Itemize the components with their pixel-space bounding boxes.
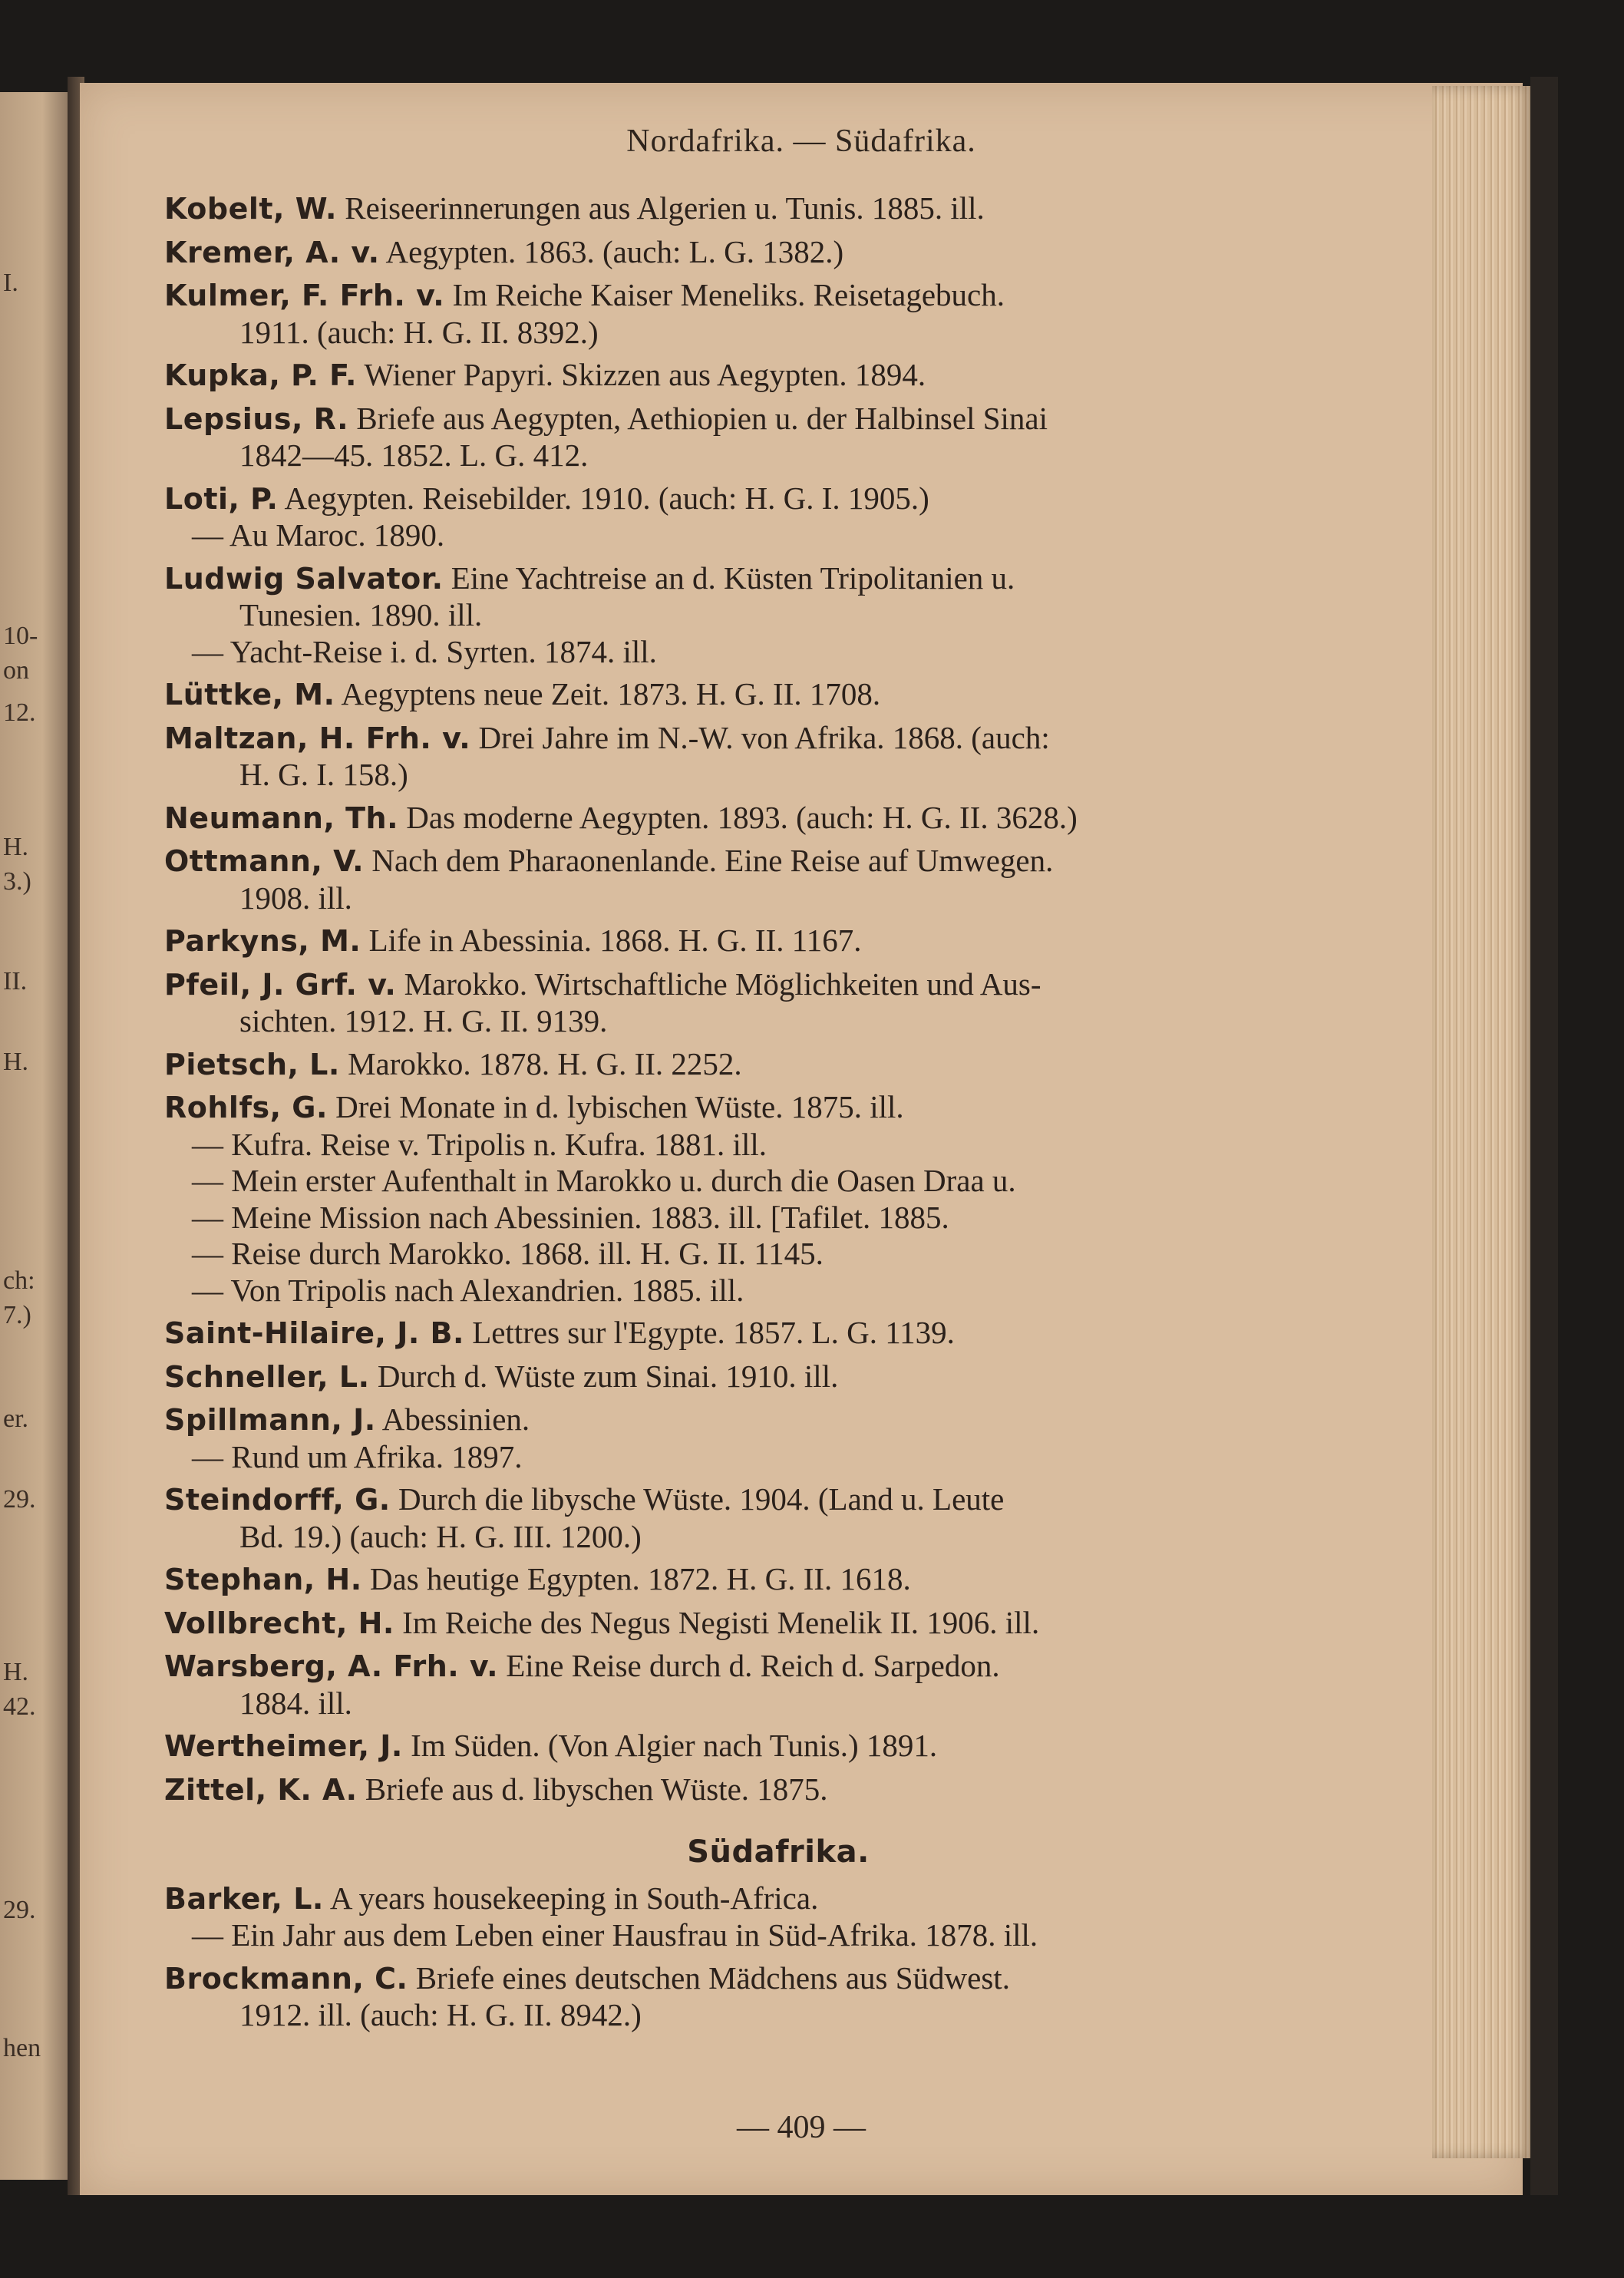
entry-first-line (164, 800, 1392, 837)
book-page (80, 83, 1523, 2195)
left-fragment: H. (3, 1658, 29, 1686)
bibliography-entry (164, 1648, 1392, 1722)
left-fragment: 3.) (3, 867, 31, 896)
left-fragment: H. (3, 833, 29, 861)
bibliography-entry (164, 923, 1392, 960)
entry-title: Briefe aus Aegypten, Aethiopien u. der Halbinsel Sinai (356, 400, 1048, 436)
left-fragment: 29. (3, 1896, 36, 1924)
author-name: Parkyns, M. (164, 924, 361, 958)
left-fragment: 29. (3, 1485, 36, 1514)
author-name: Ottmann, V. (164, 844, 365, 878)
entry-title: Marokko. Wirtschaftliche Möglichkeiten und Aus- (404, 966, 1041, 1002)
entry-first-line (164, 1960, 1392, 1998)
bibliography-list (164, 190, 1392, 2040)
bibliography-entry (164, 1771, 1392, 1809)
entry-first-line (164, 1605, 1392, 1642)
bibliography-entry (164, 1880, 1392, 1954)
entry-first-line (164, 1089, 1392, 1127)
entry-first-line (164, 1046, 1392, 1084)
bibliography-entry (164, 1481, 1392, 1555)
sub-entry: — Meine Mission nach Abessinien. 1883. ill. [Tafilet. 1885. (192, 1199, 949, 1235)
section-title: Südafrika. (687, 1834, 870, 1870)
author-name: Saint-Hilaire, J. B. (164, 1316, 464, 1350)
entry-title: Durch die libysche Wüste. 1904. (Land u. Leute (398, 1481, 1005, 1517)
author-name: Rohlfs, G. (164, 1091, 328, 1124)
entry-first-line (164, 843, 1392, 880)
author-name: Brockmann, C. (164, 1961, 408, 1996)
author-name: Loti, P. (164, 481, 279, 516)
entry-title: A years housekeeping in South-Africa. (329, 1880, 819, 1916)
sub-entry: — Kufra. Reise v. Tripolis n. Kufra. 1881. ill. (192, 1126, 767, 1162)
entry-continuation: 1884. ill. (239, 1685, 352, 1721)
sub-entry: — Au Maroc. 1890. (192, 517, 445, 553)
entry-title: Nach dem Pharaonenlande. Eine Reise auf Umwegen. (371, 843, 1054, 878)
sub-entry: — Von Tripolis nach Alexandrien. 1885. ill. (192, 1272, 744, 1308)
sub-entry: — Yacht-Reise i. d. Syrten. 1874. ill. (192, 633, 657, 669)
left-fragment: on (3, 656, 29, 685)
entry-first-line (164, 966, 1392, 1004)
left-fragment: 7.) (3, 1301, 31, 1329)
bibliography-entry (164, 1605, 1392, 1642)
entry-title: Briefe aus d. libyschen Wüste. 1875. (365, 1771, 828, 1807)
entry-title: Im Reiche des Negus Negisti Menelik II. 1906. ill. (402, 1604, 1040, 1640)
author-name: Wertheimer, J. (164, 1729, 403, 1763)
author-name: Warsberg, A. Frh. v. (164, 1649, 499, 1683)
bibliography-entry (164, 1728, 1392, 1765)
entry-title: Im Süden. (Von Algier nach Tunis.) 1891. (411, 1728, 938, 1763)
bibliography-entry (164, 357, 1392, 395)
bibliography-entry (164, 843, 1392, 916)
entry-continuation: Bd. 19.) (auch: H. G. III. 1200.) (239, 1518, 642, 1554)
entry-first-line (164, 401, 1392, 438)
author-name: Vollbrecht, H. (164, 1606, 394, 1640)
bibliography-entry (164, 277, 1392, 351)
bibliography-entry (164, 480, 1392, 554)
entry-first-line (164, 190, 1392, 228)
left-page-edge (0, 92, 71, 2180)
author-name: Schneller, L. (164, 1359, 370, 1394)
entry-first-line (164, 1771, 1392, 1809)
sub-entry: — Mein erster Aufenthalt in Marokko u. durch die Oasen Draa u. (192, 1163, 1016, 1198)
running-head: Nordafrika. — Südafrika. (626, 124, 976, 159)
left-fragment: 10- (3, 622, 38, 650)
author-name: Lüttke, M. (164, 678, 335, 711)
author-name: Stephan, H. (164, 1563, 362, 1596)
author-name: Steindorff, G. (164, 1483, 391, 1517)
bibliography-entry (164, 234, 1392, 272)
entry-continuation: 1912. ill. (auch: H. G. II. 8942.) (239, 1997, 642, 2032)
bibliography-entry (164, 401, 1392, 474)
bibliography-entry (164, 1046, 1392, 1084)
page-block-edges (1432, 86, 1530, 2158)
left-fragment: I. (3, 269, 18, 297)
entry-first-line (164, 1648, 1392, 1685)
author-name: Lepsius, R. (164, 401, 349, 436)
entry-continuation: sichten. 1912. H. G. II. 9139. (239, 1003, 608, 1038)
entry-first-line (164, 720, 1392, 758)
entry-first-line (164, 1401, 1392, 1439)
left-fragment: er. (3, 1405, 29, 1433)
entry-continuation: 1842—45. 1852. L. G. 412. (239, 437, 589, 473)
entry-title: Drei Monate in d. lybischen Wüste. 1875. ill. (335, 1089, 904, 1124)
author-name: Kupka, P. F. (164, 358, 357, 392)
bibliography-entry (164, 1359, 1392, 1396)
entry-first-line (164, 676, 1392, 714)
author-name: Kobelt, W. (164, 192, 337, 226)
author-name: Maltzan, H. Frh. v. (164, 721, 471, 755)
sub-entry: — Ein Jahr aus dem Leben einer Hausfrau in Süd-Afrika. 1878. ill. (192, 1917, 1038, 1953)
bibliography-entry (164, 1315, 1392, 1352)
entry-first-line (164, 923, 1392, 960)
sub-entry: — Rund um Afrika. 1897. (192, 1438, 523, 1474)
entry-first-line (164, 1481, 1392, 1519)
entry-title: Reiseerinnerungen aus Algerien u. Tunis. 1885. ill. (345, 190, 985, 226)
entry-first-line (164, 1315, 1392, 1352)
entry-title: Aegyptens neue Zeit. 1873. H. G. II. 1708. (341, 676, 881, 711)
entry-title: Wiener Papyri. Skizzen aus Aegypten. 1894. (364, 357, 926, 392)
left-fragment: II. (3, 967, 28, 995)
entry-continuation: 1908. ill. (239, 880, 352, 916)
entry-first-line (164, 357, 1392, 395)
entry-first-line (164, 1728, 1392, 1765)
bibliography-entry (164, 1561, 1392, 1599)
left-fragment: 12. (3, 698, 36, 727)
left-fragment: ch: (3, 1266, 35, 1295)
book-cover-edge (1530, 77, 1558, 2195)
entry-first-line (164, 277, 1392, 315)
entry-continuation: Tunesien. 1890. ill. (239, 597, 483, 632)
entry-title: Aegypten. Reisebilder. 1910. (auch: H. G. I. 1905.) (284, 480, 929, 516)
author-name: Pfeil, J. Grf. v. (164, 967, 397, 1002)
bibliography-entry (164, 1089, 1392, 1309)
author-name: Barker, L. (164, 1881, 324, 1916)
entry-title: Briefe eines deutschen Mädchens aus Südwest. (415, 1959, 1010, 1996)
author-name: Spillmann, J. (164, 1403, 376, 1437)
bibliography-entry (164, 190, 1392, 228)
entry-title: Das moderne Aegypten. 1893. (auch: H. G. II. 3628.) (406, 799, 1078, 835)
entry-title: Das heutige Egypten. 1872. H. G. II. 1618. (369, 1561, 911, 1596)
entry-title: Durch d. Wüste zum Sinai. 1910. ill. (377, 1358, 839, 1394)
page-number: — 409 — (737, 2110, 866, 2145)
entry-first-line (164, 1561, 1392, 1599)
entry-continuation: 1911. (auch: H. G. II. 8392.) (239, 314, 599, 350)
entry-first-line (164, 1359, 1392, 1396)
bibliography-entry (164, 560, 1392, 671)
entry-first-line (164, 480, 1392, 518)
entry-title: Marokko. 1878. H. G. II. 2252. (348, 1045, 742, 1081)
bibliography-entry (164, 1960, 1392, 2034)
bibliography-entry (164, 720, 1392, 794)
bibliography-entry (164, 800, 1392, 837)
entry-first-line (164, 234, 1392, 272)
entry-title: Abessinien. (381, 1401, 530, 1437)
bibliography-entry (164, 676, 1392, 714)
entry-title: Im Reiche Kaiser Meneliks. Reisetagebuch. (452, 277, 1005, 312)
entry-title: Drei Jahre im N.-W. von Afrika. 1868. (auch: (478, 719, 1050, 755)
author-name: Kulmer, F. Frh. v. (164, 279, 445, 312)
entry-title: Aegypten. 1863. (auch: L. G. 1382.) (385, 233, 844, 269)
bibliography-entry (164, 966, 1392, 1040)
author-name: Pietsch, L. (164, 1047, 340, 1081)
entry-title: Lettres sur l'Egypte. 1857. L. G. 1139. (472, 1315, 955, 1350)
entry-title: Eine Reise durch d. Reich d. Sarpedon. (506, 1648, 1000, 1683)
author-name: Neumann, Th. (164, 801, 399, 835)
entry-first-line (164, 1880, 1392, 1918)
entry-title: Eine Yachtreise an d. Küsten Tripolitanien u. (451, 560, 1015, 596)
author-name: Kremer, A. v. (164, 235, 380, 269)
left-fragment: hen (3, 2034, 41, 2062)
entry-continuation: H. G. I. 158.) (239, 757, 408, 792)
entry-title: Life in Abessinia. 1868. H. G. II. 1167. (368, 923, 862, 958)
author-name: Ludwig Salvator. (164, 561, 444, 596)
left-fragment: 42. (3, 1692, 36, 1721)
author-name: Zittel, K. A. (164, 1772, 358, 1807)
left-fragment: H. (3, 1048, 29, 1076)
sub-entry: — Reise durch Marokko. 1868. ill. H. G. II. 1145. (192, 1236, 824, 1271)
entry-first-line (164, 560, 1392, 598)
bibliography-entry (164, 1401, 1392, 1475)
